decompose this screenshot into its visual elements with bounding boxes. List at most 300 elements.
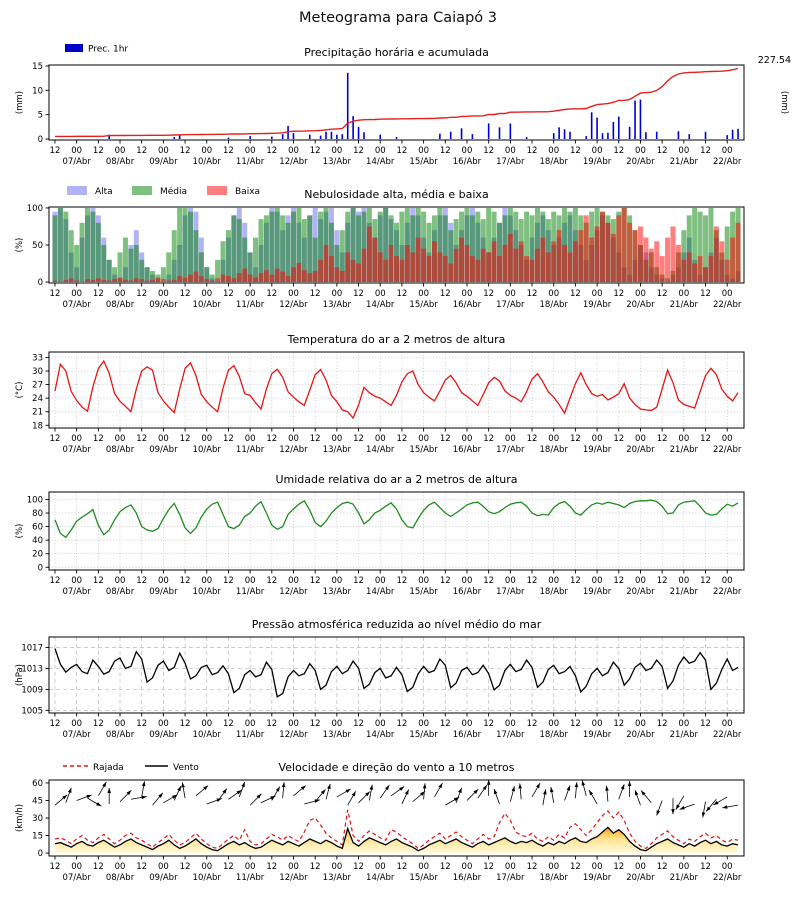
svg-text:00: 00: [71, 434, 83, 444]
svg-text:12: 12: [223, 434, 234, 444]
svg-text:12: 12: [49, 862, 61, 872]
svg-text:00: 00: [678, 719, 690, 729]
svg-text:00: 00: [635, 289, 646, 299]
svg-text:12: 12: [439, 434, 451, 444]
svg-text:5: 5: [37, 110, 43, 121]
svg-text:12: 12: [266, 434, 278, 444]
svg-text:00: 00: [461, 719, 473, 729]
svg-text:12/Abr: 12/Abr: [279, 445, 308, 455]
svg-text:19/Abr: 19/Abr: [582, 587, 612, 597]
svg-text:00: 00: [71, 719, 83, 729]
svg-text:12: 12: [613, 146, 625, 156]
svg-text:12: 12: [526, 862, 538, 872]
svg-text:00: 00: [374, 719, 386, 729]
svg-text:21/Abr: 21/Abr: [669, 300, 699, 310]
svg-text:00: 00: [461, 146, 473, 156]
svg-text:40: 40: [32, 536, 43, 547]
svg-text:12: 12: [439, 146, 451, 156]
svg-text:12: 12: [136, 719, 148, 729]
svg-text:12: 12: [49, 576, 61, 586]
svg-text:12: 12: [613, 434, 625, 444]
svg-text:Alta: Alta: [95, 187, 113, 197]
svg-text:14/Abr: 14/Abr: [366, 873, 395, 883]
svg-text:07/Abr: 07/Abr: [62, 445, 91, 455]
svg-text:00: 00: [374, 434, 386, 444]
svg-text:09/Abr: 09/Abr: [149, 587, 178, 597]
svg-text:0: 0: [37, 278, 43, 289]
panel-temperature: [15, 333, 744, 455]
svg-text:12: 12: [92, 146, 104, 156]
svg-text:15/Abr: 15/Abr: [409, 873, 438, 883]
svg-text:0: 0: [37, 563, 43, 574]
svg-text:13/Abr: 13/Abr: [322, 873, 352, 883]
svg-text:15: 15: [32, 61, 43, 72]
svg-text:09/Abr: 09/Abr: [149, 157, 178, 167]
svg-text:60: 60: [32, 778, 43, 789]
svg-text:12: 12: [223, 576, 234, 586]
svg-text:12: 12: [526, 289, 538, 299]
svg-text:21: 21: [32, 407, 43, 418]
svg-text:22/Abr: 22/Abr: [712, 300, 742, 310]
svg-text:00: 00: [114, 289, 126, 299]
svg-text:15/Abr: 15/Abr: [409, 587, 438, 597]
svg-text:12: 12: [396, 576, 408, 586]
svg-text:12: 12: [613, 289, 625, 299]
svg-text:17/Abr: 17/Abr: [496, 300, 525, 310]
svg-text:12: 12: [136, 146, 148, 156]
svg-text:00: 00: [288, 862, 299, 872]
svg-text:12: 12: [396, 146, 408, 156]
svg-text:00: 00: [591, 146, 603, 156]
svg-text:20/Abr: 20/Abr: [626, 873, 655, 883]
svg-text:10: 10: [32, 86, 43, 97]
svg-text:00: 00: [288, 576, 299, 586]
svg-text:07/Abr: 07/Abr: [62, 873, 91, 883]
svg-text:12: 12: [569, 146, 581, 156]
svg-text:19/Abr: 19/Abr: [582, 445, 612, 455]
svg-text:12: 12: [483, 862, 495, 872]
svg-text:Vento: Vento: [173, 763, 199, 773]
svg-text:00: 00: [721, 289, 733, 299]
svg-text:00: 00: [721, 576, 733, 586]
svg-text:09/Abr: 09/Abr: [149, 300, 178, 310]
svg-text:17/Abr: 17/Abr: [496, 445, 525, 455]
svg-text:12: 12: [396, 719, 408, 729]
svg-text:12: 12: [439, 289, 451, 299]
svg-text:15/Abr: 15/Abr: [409, 445, 438, 455]
y-axis: [27, 204, 49, 288]
svg-text:12: 12: [136, 434, 148, 444]
svg-text:12: 12: [353, 289, 364, 299]
svg-text:12: 12: [483, 719, 495, 729]
svg-text:45: 45: [32, 796, 43, 807]
svg-text:17/Abr: 17/Abr: [496, 873, 525, 883]
svg-text:20: 20: [32, 549, 43, 560]
svg-text:18: 18: [32, 421, 43, 432]
svg-text:21/Abr: 21/Abr: [669, 587, 699, 597]
svg-text:00: 00: [418, 434, 430, 444]
svg-text:14/Abr: 14/Abr: [366, 445, 395, 455]
panel-title: Temperatura do ar a 2 metros de altura: [287, 333, 506, 346]
svg-text:21/Abr: 21/Abr: [669, 730, 699, 740]
svg-text:20/Abr: 20/Abr: [626, 157, 655, 167]
svg-text:11/Abr: 11/Abr: [235, 300, 265, 310]
svg-text:12: 12: [700, 434, 711, 444]
svg-text:00: 00: [418, 576, 430, 586]
svg-text:12/Abr: 12/Abr: [279, 300, 308, 310]
svg-text:00: 00: [157, 289, 169, 299]
svg-text:12: 12: [483, 576, 495, 586]
svg-text:13/Abr: 13/Abr: [322, 300, 352, 310]
svg-text:12: 12: [526, 576, 538, 586]
svg-text:10/Abr: 10/Abr: [192, 157, 221, 167]
svg-text:18/Abr: 18/Abr: [539, 873, 568, 883]
svg-text:12: 12: [613, 862, 625, 872]
svg-text:1005: 1005: [21, 706, 43, 717]
svg-text:12/Abr: 12/Abr: [279, 873, 308, 883]
svg-text:100: 100: [26, 203, 43, 214]
svg-text:Média: Média: [160, 187, 188, 197]
svg-text:09/Abr: 09/Abr: [149, 445, 178, 455]
svg-text:00: 00: [244, 146, 256, 156]
svg-text:00: 00: [288, 289, 299, 299]
svg-text:12: 12: [49, 146, 61, 156]
svg-text:12: 12: [569, 434, 581, 444]
svg-text:17/Abr: 17/Abr: [496, 730, 525, 740]
svg-text:22/Abr: 22/Abr: [712, 157, 742, 167]
svg-text:08/Abr: 08/Abr: [105, 587, 135, 597]
svg-text:12: 12: [353, 862, 364, 872]
svg-text:00: 00: [418, 719, 430, 729]
svg-text:17/Abr: 17/Abr: [496, 157, 525, 167]
svg-text:50: 50: [32, 241, 43, 251]
svg-text:00: 00: [548, 146, 560, 156]
svg-text:12: 12: [309, 862, 321, 872]
svg-text:08/Abr: 08/Abr: [105, 873, 135, 883]
svg-text:12: 12: [266, 719, 278, 729]
svg-text:12: 12: [396, 434, 408, 444]
svg-text:12: 12: [656, 434, 668, 444]
svg-text:100: 100: [26, 495, 43, 506]
svg-text:12: 12: [92, 576, 104, 586]
svg-text:00: 00: [244, 434, 256, 444]
svg-text:00: 00: [678, 576, 690, 586]
svg-text:00: 00: [418, 146, 430, 156]
svg-text:00: 00: [504, 862, 516, 872]
svg-text:11/Abr: 11/Abr: [235, 445, 265, 455]
svg-text:12: 12: [439, 862, 451, 872]
svg-text:12: 12: [656, 289, 668, 299]
x-axis: [50, 570, 742, 597]
svg-text:07/Abr: 07/Abr: [62, 300, 91, 310]
svg-text:00: 00: [635, 434, 646, 444]
svg-text:19/Abr: 19/Abr: [582, 300, 612, 310]
svg-text:12: 12: [526, 146, 538, 156]
panel-wind: [15, 761, 744, 883]
svg-text:11/Abr: 11/Abr: [235, 157, 265, 167]
svg-text:00: 00: [591, 289, 603, 299]
svg-text:33: 33: [32, 353, 43, 364]
svg-text:09/Abr: 09/Abr: [149, 873, 178, 883]
svg-text:00: 00: [71, 862, 83, 872]
y-axis: [32, 779, 49, 859]
svg-text:12/Abr: 12/Abr: [279, 157, 308, 167]
svg-text:00: 00: [461, 289, 473, 299]
svg-text:00: 00: [374, 289, 386, 299]
svg-text:00: 00: [461, 576, 473, 586]
svg-text:08/Abr: 08/Abr: [105, 157, 135, 167]
svg-text:0: 0: [37, 135, 43, 146]
y-axis: [32, 62, 49, 145]
svg-text:12: 12: [569, 862, 581, 872]
svg-text:16/Abr: 16/Abr: [452, 300, 482, 310]
svg-text:18/Abr: 18/Abr: [539, 300, 568, 310]
page-title: Meteograma para Caiapó 3: [299, 10, 497, 26]
svg-text:14/Abr: 14/Abr: [366, 587, 395, 597]
y-axis: [21, 643, 49, 716]
svg-text:21/Abr: 21/Abr: [669, 157, 699, 167]
svg-text:12: 12: [136, 289, 148, 299]
svg-text:07/Abr: 07/Abr: [62, 157, 91, 167]
svg-text:12: 12: [526, 434, 538, 444]
svg-text:16/Abr: 16/Abr: [452, 157, 482, 167]
svg-text:12: 12: [569, 576, 581, 586]
svg-text:12: 12: [569, 719, 581, 729]
y-axis-label: (%): [15, 237, 25, 253]
svg-text:00: 00: [678, 862, 690, 872]
svg-text:1017: 1017: [21, 643, 43, 654]
svg-text:00: 00: [201, 719, 213, 729]
svg-text:14/Abr: 14/Abr: [366, 300, 395, 310]
svg-text:12: 12: [396, 862, 408, 872]
svg-text:00: 00: [678, 434, 690, 444]
svg-text:12: 12: [266, 576, 278, 586]
svg-text:10/Abr: 10/Abr: [192, 587, 221, 597]
svg-text:12: 12: [136, 576, 148, 586]
svg-text:12: 12: [613, 576, 625, 586]
svg-text:18/Abr: 18/Abr: [539, 445, 568, 455]
svg-text:00: 00: [635, 146, 646, 156]
svg-text:00: 00: [157, 719, 169, 729]
y-axis-label: (mm): [15, 90, 25, 115]
svg-text:00: 00: [374, 146, 386, 156]
legend: [67, 186, 260, 197]
svg-text:00: 00: [374, 862, 386, 872]
svg-text:00: 00: [331, 576, 343, 586]
svg-text:00: 00: [71, 576, 83, 586]
svg-text:00: 00: [157, 146, 169, 156]
svg-text:13/Abr: 13/Abr: [322, 445, 352, 455]
svg-text:00: 00: [201, 862, 213, 872]
svg-text:30: 30: [32, 814, 43, 824]
svg-text:12: 12: [179, 862, 191, 872]
svg-text:22/Abr: 22/Abr: [712, 587, 742, 597]
svg-text:00: 00: [591, 434, 603, 444]
svg-text:00: 00: [678, 289, 690, 299]
panel-precipitation: [15, 44, 791, 167]
svg-text:12: 12: [266, 862, 278, 872]
wind-direction-arrows: [55, 780, 738, 818]
panel-title: Precipitação horária e acumulada: [304, 46, 489, 59]
svg-text:12: 12: [92, 862, 104, 872]
svg-text:00: 00: [157, 434, 169, 444]
svg-text:00: 00: [331, 719, 343, 729]
svg-text:10/Abr: 10/Abr: [192, 873, 221, 883]
svg-text:00: 00: [114, 576, 126, 586]
svg-text:12: 12: [309, 289, 321, 299]
svg-text:00: 00: [157, 576, 169, 586]
y-axis-label: (°C): [15, 381, 25, 399]
svg-text:12/Abr: 12/Abr: [279, 730, 308, 740]
legend: [65, 44, 128, 55]
svg-text:16/Abr: 16/Abr: [452, 873, 482, 883]
svg-text:15/Abr: 15/Abr: [409, 730, 438, 740]
svg-text:22/Abr: 22/Abr: [712, 873, 742, 883]
svg-text:12: 12: [92, 719, 104, 729]
svg-text:00: 00: [114, 862, 126, 872]
panel-cloudiness: [15, 186, 744, 310]
svg-text:12: 12: [223, 719, 234, 729]
svg-text:00: 00: [591, 576, 603, 586]
svg-text:08/Abr: 08/Abr: [105, 300, 135, 310]
svg-text:00: 00: [418, 289, 430, 299]
svg-text:00: 00: [548, 289, 560, 299]
y-axis-label: (km/h): [15, 803, 25, 833]
panel-title: Umidade relativa do ar a 2 metros de altura: [275, 473, 518, 486]
svg-text:12: 12: [700, 146, 711, 156]
svg-text:13/Abr: 13/Abr: [322, 730, 352, 740]
svg-text:00: 00: [114, 146, 126, 156]
svg-text:16/Abr: 16/Abr: [452, 587, 482, 597]
svg-text:00: 00: [461, 862, 473, 872]
svg-text:00: 00: [635, 576, 646, 586]
svg-text:09/Abr: 09/Abr: [149, 730, 178, 740]
svg-text:Rajada: Rajada: [93, 763, 124, 773]
svg-text:00: 00: [201, 434, 213, 444]
svg-text:00: 00: [504, 576, 516, 586]
svg-text:00: 00: [374, 576, 386, 586]
svg-text:11/Abr: 11/Abr: [235, 730, 265, 740]
svg-text:00: 00: [71, 146, 83, 156]
svg-text:00: 00: [635, 862, 646, 872]
svg-text:12: 12: [179, 146, 191, 156]
svg-text:12: 12: [309, 576, 321, 586]
svg-text:00: 00: [288, 146, 299, 156]
svg-text:22/Abr: 22/Abr: [712, 445, 742, 455]
y-axis-label: (%): [15, 523, 25, 539]
svg-text:08/Abr: 08/Abr: [105, 730, 135, 740]
svg-text:12: 12: [353, 719, 364, 729]
svg-text:12: 12: [49, 719, 61, 729]
svg-text:12: 12: [656, 576, 668, 586]
svg-text:12: 12: [353, 146, 364, 156]
svg-text:13/Abr: 13/Abr: [322, 587, 352, 597]
svg-text:00: 00: [157, 862, 169, 872]
svg-text:10/Abr: 10/Abr: [192, 730, 221, 740]
svg-text:00: 00: [504, 434, 516, 444]
svg-text:00: 00: [504, 289, 516, 299]
humidity-line: [55, 500, 738, 537]
svg-text:00: 00: [504, 719, 516, 729]
svg-text:80: 80: [32, 509, 43, 520]
svg-text:1013: 1013: [21, 664, 43, 675]
svg-text:00: 00: [418, 862, 430, 872]
svg-text:12: 12: [700, 576, 711, 586]
svg-text:18/Abr: 18/Abr: [539, 157, 568, 167]
right-y-axis-label: (mm): [779, 90, 789, 115]
svg-text:1009: 1009: [21, 685, 43, 696]
svg-text:00: 00: [288, 719, 299, 729]
svg-text:12: 12: [309, 719, 321, 729]
svg-text:12: 12: [700, 862, 711, 872]
svg-text:12: 12: [49, 289, 61, 299]
svg-text:Prec. 1hr: Prec. 1hr: [88, 44, 129, 55]
svg-text:07/Abr: 07/Abr: [62, 587, 91, 597]
panel-title: Pressão atmosférica reduzida ao nível médio do mar: [251, 618, 542, 631]
svg-text:00: 00: [114, 434, 126, 444]
svg-text:00: 00: [461, 434, 473, 444]
svg-text:12: 12: [223, 146, 234, 156]
svg-text:17/Abr: 17/Abr: [496, 587, 525, 597]
svg-text:00: 00: [201, 576, 213, 586]
svg-text:12: 12: [483, 434, 495, 444]
svg-text:27: 27: [32, 380, 43, 391]
svg-text:22/Abr: 22/Abr: [712, 730, 742, 740]
svg-text:10/Abr: 10/Abr: [192, 300, 221, 310]
svg-text:12: 12: [266, 146, 278, 156]
svg-text:08/Abr: 08/Abr: [105, 445, 135, 455]
svg-text:00: 00: [331, 146, 343, 156]
svg-text:19/Abr: 19/Abr: [582, 157, 612, 167]
svg-text:12: 12: [396, 289, 408, 299]
svg-text:11/Abr: 11/Abr: [235, 587, 265, 597]
svg-text:15/Abr: 15/Abr: [409, 300, 438, 310]
svg-text:20/Abr: 20/Abr: [626, 730, 655, 740]
svg-text:12: 12: [309, 434, 321, 444]
svg-text:12: 12: [92, 289, 104, 299]
svg-text:12: 12: [353, 576, 364, 586]
x-axis: [50, 428, 742, 455]
svg-text:12: 12: [223, 289, 234, 299]
svg-text:21/Abr: 21/Abr: [669, 445, 699, 455]
x-axis: [50, 283, 742, 310]
panel-title: Velocidade e direção do vento a 10 metros: [278, 761, 515, 774]
svg-text:00: 00: [244, 289, 256, 299]
svg-text:12: 12: [179, 576, 191, 586]
svg-text:12: 12: [353, 434, 364, 444]
svg-text:00: 00: [591, 862, 603, 872]
legend: [63, 763, 199, 773]
svg-text:21/Abr: 21/Abr: [669, 873, 699, 883]
svg-text:16/Abr: 16/Abr: [452, 730, 482, 740]
svg-text:Baixa: Baixa: [235, 187, 261, 197]
svg-text:00: 00: [331, 289, 343, 299]
svg-text:00: 00: [288, 434, 299, 444]
svg-text:12: 12: [49, 434, 61, 444]
svg-text:00: 00: [678, 146, 690, 156]
svg-text:18/Abr: 18/Abr: [539, 587, 568, 597]
svg-text:00: 00: [71, 289, 83, 299]
wind-fill: [55, 827, 738, 853]
svg-text:00: 00: [244, 576, 256, 586]
svg-text:00: 00: [635, 719, 646, 729]
svg-text:12: 12: [656, 146, 668, 156]
svg-text:12: 12: [179, 434, 191, 444]
svg-text:00: 00: [591, 719, 603, 729]
panel-title: Nebulosidade alta, média e baixa: [304, 188, 489, 201]
svg-text:00: 00: [244, 862, 256, 872]
svg-text:00: 00: [331, 862, 343, 872]
